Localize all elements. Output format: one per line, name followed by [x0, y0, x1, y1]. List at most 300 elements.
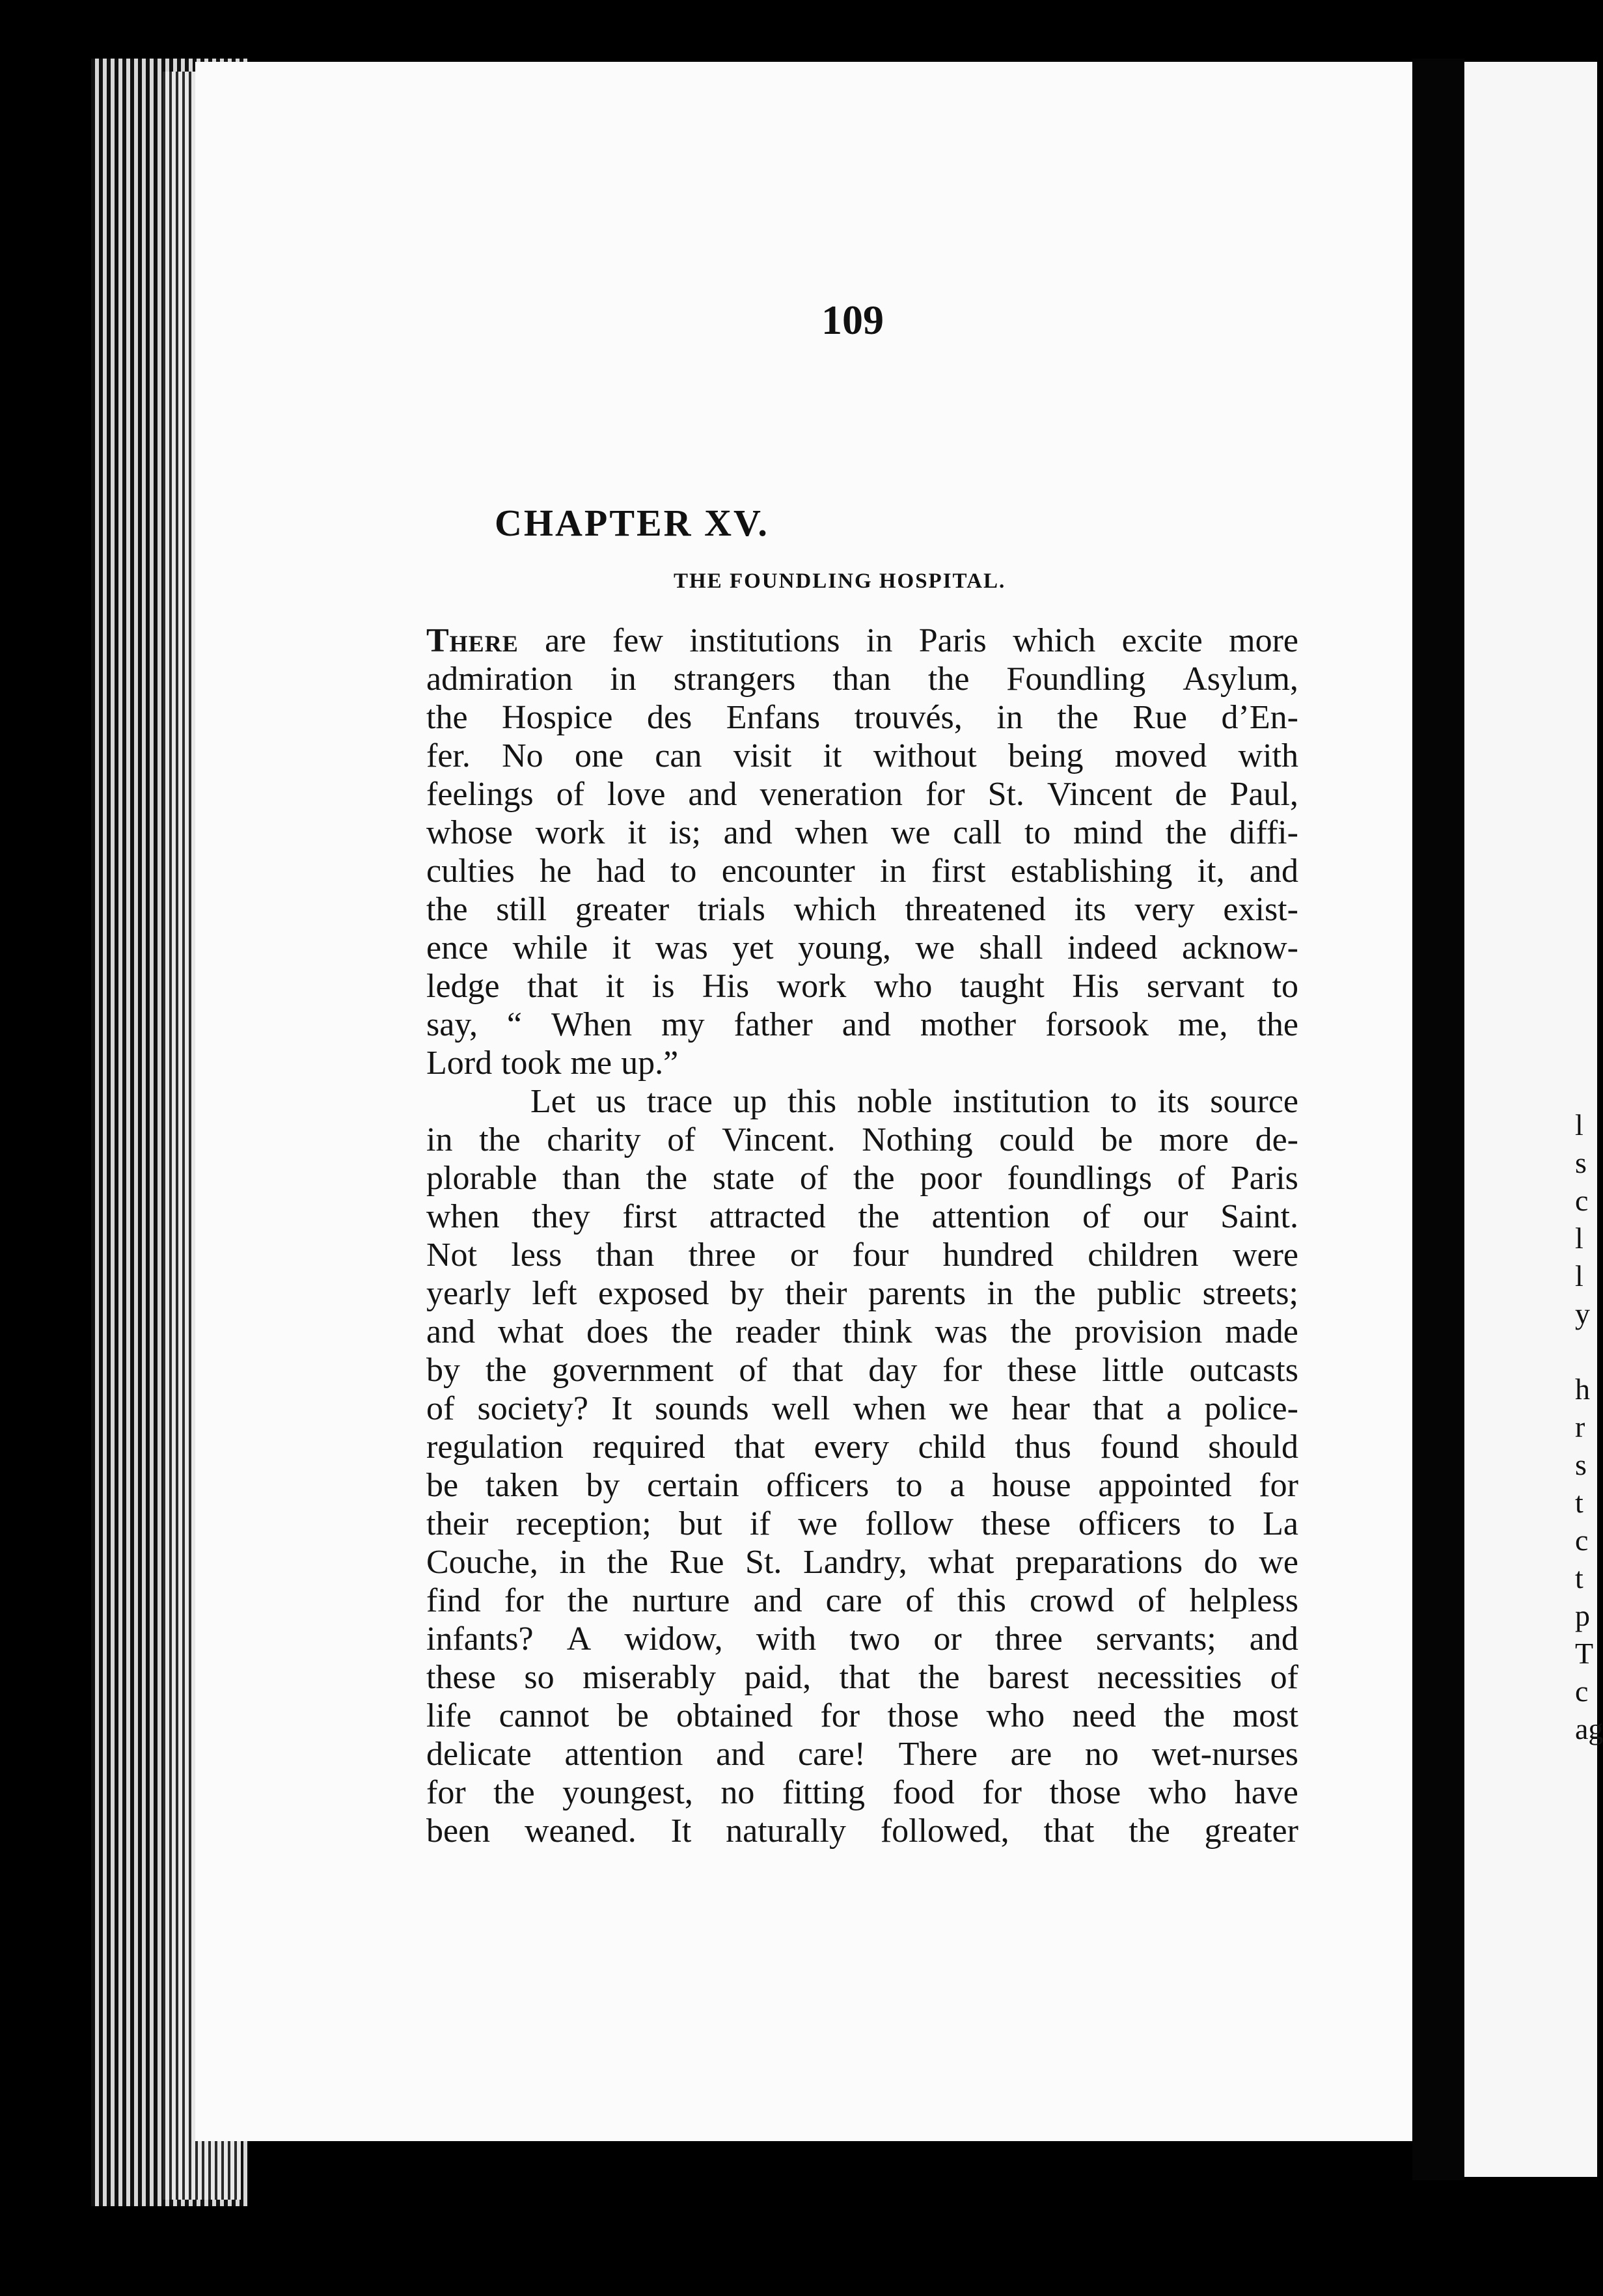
word: for: [426, 1774, 466, 1811]
word: call: [953, 814, 1002, 851]
word: culties: [426, 853, 515, 890]
text-line: [426, 1466, 1298, 1505]
text-line: [426, 1735, 1298, 1773]
word: well: [771, 1390, 830, 1427]
word: the: [918, 1659, 960, 1696]
word: Vincent: [1047, 776, 1153, 813]
word: been: [426, 1812, 491, 1850]
word: care!: [798, 1736, 866, 1773]
word: us: [596, 1083, 627, 1120]
word: to: [670, 853, 697, 890]
text-line: [426, 775, 1298, 813]
word: are: [545, 622, 586, 659]
text-line: [426, 1543, 1298, 1581]
word: and: [1249, 853, 1298, 890]
word: appointed: [1098, 1467, 1232, 1504]
word: His: [1072, 968, 1119, 1005]
text-line: [426, 1658, 1298, 1697]
word: and: [426, 1313, 476, 1350]
word: yet: [732, 929, 774, 966]
word: wet-nurses: [1151, 1736, 1298, 1773]
word: society?: [477, 1390, 588, 1427]
word: had: [596, 853, 646, 890]
word: hundred: [942, 1237, 1054, 1274]
text-line: [426, 737, 1298, 775]
text-line: [426, 698, 1298, 737]
word: Lord: [426, 1045, 493, 1082]
text-line: [426, 852, 1298, 890]
word: for: [982, 1774, 1022, 1811]
text-line: [426, 813, 1298, 852]
word: yearly: [426, 1275, 511, 1312]
word: of: [905, 1582, 934, 1619]
word: the: [426, 699, 468, 736]
word: followed,: [880, 1812, 1009, 1850]
word: Asylum,: [1183, 661, 1298, 698]
word: the: [1165, 814, 1207, 851]
word: of: [1082, 1198, 1111, 1235]
word: the: [493, 1774, 535, 1811]
word: Saint.: [1220, 1198, 1298, 1235]
word: can: [655, 737, 702, 774]
word: a: [950, 1467, 965, 1504]
word: what: [928, 1544, 994, 1581]
word: was: [935, 1313, 988, 1350]
word: that: [734, 1428, 786, 1466]
word: by: [730, 1275, 764, 1312]
word: infants?: [426, 1620, 534, 1658]
word: is: [651, 968, 675, 1005]
word: crowd: [1029, 1582, 1114, 1619]
word: the: [426, 891, 468, 928]
word: me: [570, 1045, 612, 1082]
word: of: [739, 1352, 767, 1389]
text-line: [426, 660, 1298, 698]
word: police-: [1204, 1390, 1298, 1427]
word: is;: [668, 814, 701, 851]
text-line: [426, 1581, 1298, 1620]
word: four: [852, 1237, 909, 1274]
word: it: [823, 737, 842, 774]
word: when: [795, 814, 869, 851]
word: miserably: [582, 1659, 717, 1696]
drop-word: There: [426, 622, 519, 659]
word: regulation: [426, 1428, 564, 1466]
word: provision: [1074, 1313, 1203, 1350]
facing-page-letters: l s c l l y h r s t c t p T c ag: [1575, 1108, 1603, 1745]
word: St.: [987, 776, 1024, 813]
word: whose: [426, 814, 513, 851]
word: ence: [426, 929, 489, 966]
word: need: [1072, 1697, 1136, 1734]
word: thus: [1015, 1428, 1071, 1466]
word: made: [1225, 1313, 1298, 1350]
word: encounter: [721, 853, 855, 890]
word: work: [535, 814, 605, 851]
word: less: [511, 1237, 562, 1274]
word: they: [532, 1198, 590, 1235]
word: we: [890, 814, 931, 851]
word: we: [798, 1505, 838, 1542]
word: reader: [735, 1313, 820, 1350]
word: we: [1259, 1544, 1298, 1581]
word: every: [814, 1428, 890, 1466]
word: than: [832, 661, 891, 698]
word: love: [607, 776, 666, 813]
word: which: [793, 891, 877, 928]
word: Paris: [918, 622, 987, 659]
word: de: [1175, 776, 1207, 813]
word: and: [1249, 1620, 1298, 1658]
text-line: [426, 1005, 1298, 1044]
word: the: [927, 661, 970, 698]
word: their: [426, 1505, 489, 1542]
word: it: [605, 968, 625, 1005]
word: poor: [920, 1160, 982, 1197]
word: still: [496, 891, 547, 928]
text-line: [426, 890, 1298, 929]
word: child: [918, 1428, 986, 1466]
word: noble: [856, 1083, 933, 1120]
page-number: 109: [821, 297, 884, 343]
word: Landry,: [803, 1544, 907, 1581]
word: could: [999, 1121, 1075, 1158]
word: It: [611, 1390, 632, 1427]
word: should: [1208, 1428, 1298, 1466]
word: servant: [1146, 968, 1245, 1005]
word: nurture: [632, 1582, 730, 1619]
word: up.”: [621, 1045, 679, 1082]
word: hear: [1011, 1390, 1070, 1427]
word: young,: [797, 929, 891, 966]
word: trace: [646, 1083, 713, 1120]
word: barest: [988, 1659, 1069, 1696]
word: of: [799, 1160, 829, 1197]
word: public: [1097, 1275, 1182, 1312]
word: have: [1234, 1774, 1298, 1811]
word: His: [702, 968, 750, 1005]
word: the: [485, 1352, 527, 1389]
word: our: [1143, 1198, 1188, 1235]
text-line: [426, 1620, 1298, 1658]
word: required: [592, 1428, 706, 1466]
word: two: [849, 1620, 901, 1658]
word: he: [540, 853, 572, 890]
word: attention: [564, 1736, 683, 1773]
word: Rue: [1132, 699, 1188, 736]
word: most: [1232, 1697, 1298, 1734]
word: the: [646, 1160, 688, 1197]
text-line: [426, 1389, 1298, 1428]
word: the: [567, 1582, 609, 1619]
word: and: [842, 1006, 891, 1043]
word: certain: [647, 1467, 739, 1504]
word: threatened: [905, 891, 1046, 928]
word: of: [667, 1121, 696, 1158]
word: diffi-: [1229, 814, 1298, 851]
word: one: [574, 737, 624, 774]
word: attention: [931, 1198, 1050, 1235]
word: in: [866, 622, 893, 659]
word: trouvés,: [854, 699, 963, 736]
word: shall: [979, 929, 1043, 966]
word: by: [586, 1467, 620, 1504]
word: forsook: [1045, 1006, 1149, 1043]
word: trials: [697, 891, 765, 928]
word: which: [1013, 622, 1096, 659]
word: these: [426, 1659, 496, 1696]
word: or: [933, 1620, 962, 1658]
word: so: [524, 1659, 555, 1696]
word: of: [556, 776, 584, 813]
text-line: [426, 1236, 1298, 1274]
word: found: [1100, 1428, 1179, 1466]
word: no: [1084, 1736, 1119, 1773]
word: the: [1129, 1812, 1170, 1850]
word: to: [896, 1467, 923, 1504]
word: very: [1134, 891, 1195, 928]
word: for: [820, 1697, 860, 1734]
word: the: [1034, 1275, 1076, 1312]
word: A: [566, 1620, 592, 1658]
word: my: [661, 1006, 705, 1043]
body-text: [426, 622, 1298, 1850]
word: parents: [868, 1275, 966, 1312]
word: Vincent.: [722, 1121, 836, 1158]
text-line: [426, 967, 1298, 1005]
word: their: [785, 1275, 847, 1312]
word: obtained: [676, 1697, 793, 1734]
word: d’En-: [1221, 699, 1298, 736]
word: visit: [733, 737, 792, 774]
word: veneration: [760, 776, 903, 813]
word: government: [552, 1352, 714, 1389]
word: while: [512, 929, 588, 966]
word: of: [426, 1390, 455, 1427]
word: and: [716, 1736, 765, 1773]
word: work: [776, 968, 847, 1005]
word: in: [996, 699, 1023, 736]
word: and: [688, 776, 737, 813]
word: were: [1232, 1237, 1298, 1274]
word: exposed: [598, 1275, 709, 1312]
word: and: [723, 814, 773, 851]
word: of: [1270, 1659, 1298, 1696]
word: when: [853, 1390, 927, 1427]
word: establishing: [1010, 853, 1173, 890]
word: Foundling: [1006, 661, 1146, 698]
word: the: [858, 1198, 899, 1235]
word: was: [655, 929, 708, 966]
word: taken: [485, 1467, 559, 1504]
word: youngest,: [562, 1774, 693, 1811]
word: Hospice: [502, 699, 613, 736]
word: to: [1272, 968, 1298, 1005]
word: the: [1163, 1697, 1205, 1734]
word: fitting: [782, 1774, 865, 1811]
word: being: [1007, 737, 1084, 774]
word: its: [1074, 891, 1106, 928]
word: to: [1024, 814, 1051, 851]
word: little: [1102, 1352, 1164, 1389]
word: do: [1203, 1544, 1238, 1581]
word: naturally: [726, 1812, 846, 1850]
text-line: [426, 1428, 1298, 1466]
word: its: [1157, 1083, 1190, 1120]
word: this: [957, 1582, 1006, 1619]
word: day: [868, 1352, 918, 1389]
word: than: [596, 1237, 655, 1274]
text-line: [426, 1082, 1298, 1121]
word: helpless: [1189, 1582, 1298, 1619]
word: delicate: [426, 1736, 532, 1773]
word: exist-: [1223, 891, 1298, 928]
word: paid,: [744, 1659, 812, 1696]
text-line: [426, 1313, 1298, 1351]
word: those: [1049, 1774, 1121, 1811]
word: of: [1177, 1160, 1206, 1197]
word: more: [1229, 622, 1298, 659]
word: in: [987, 1275, 1013, 1312]
text-line: [426, 1351, 1298, 1389]
word: taught: [959, 968, 1045, 1005]
word: this: [788, 1083, 837, 1120]
word: sounds: [655, 1390, 749, 1427]
word: for: [1259, 1467, 1298, 1504]
word: left: [532, 1275, 577, 1312]
word: or: [789, 1237, 819, 1274]
word: Enfans: [726, 699, 821, 736]
text-line: [426, 1773, 1298, 1812]
word: reception;: [515, 1505, 651, 1542]
word: indeed: [1067, 929, 1158, 966]
word: who: [1148, 1774, 1207, 1811]
word: for: [504, 1582, 544, 1619]
word: Nothing: [862, 1121, 973, 1158]
word: be: [426, 1467, 459, 1504]
word: charity: [547, 1121, 641, 1158]
chapter-title: CHAPTER XV.: [495, 502, 769, 544]
word: few: [612, 622, 663, 659]
word: the: [853, 1160, 895, 1197]
word: these: [981, 1505, 1051, 1542]
word: for: [925, 776, 965, 813]
word: think: [842, 1313, 912, 1350]
word: these: [1007, 1352, 1077, 1389]
text-line: [426, 1274, 1298, 1313]
word: institutions: [689, 622, 840, 659]
word: with: [1238, 737, 1298, 774]
word: greater: [575, 891, 670, 928]
word: weaned.: [524, 1812, 637, 1850]
word: care: [825, 1582, 883, 1619]
word: streets;: [1202, 1275, 1298, 1312]
word: to: [1110, 1083, 1137, 1120]
word: we: [915, 929, 955, 966]
word: de-: [1255, 1121, 1298, 1158]
word: officers: [1078, 1505, 1181, 1542]
word: Not: [426, 1237, 477, 1274]
word: say,: [426, 1006, 478, 1043]
text-line: [426, 1121, 1298, 1159]
word: attracted: [709, 1198, 826, 1235]
word: that: [1093, 1390, 1144, 1427]
word: be: [616, 1697, 649, 1734]
word: be: [1101, 1121, 1133, 1158]
word: first: [931, 853, 986, 890]
word: moved: [1114, 737, 1207, 774]
word: When: [551, 1006, 633, 1043]
word: in: [880, 853, 907, 890]
word: Couche,: [426, 1544, 538, 1581]
word: father: [733, 1006, 813, 1043]
word: the: [607, 1544, 649, 1581]
word: mother: [920, 1006, 1017, 1043]
word: and: [753, 1582, 802, 1619]
word: that: [839, 1659, 890, 1696]
word: who: [873, 968, 933, 1005]
word: cannot: [499, 1697, 590, 1734]
word: widow,: [624, 1620, 723, 1658]
text-line: [426, 1505, 1298, 1543]
chapter-subtitle: THE FOUNDLING HOSPITAL.: [674, 569, 1006, 593]
word: that: [527, 968, 579, 1005]
word: house: [992, 1467, 1071, 1504]
word: what: [498, 1313, 564, 1350]
word: servants;: [1095, 1620, 1216, 1658]
word: Paris: [1230, 1160, 1298, 1197]
word: by: [426, 1352, 460, 1389]
word: but: [679, 1505, 722, 1542]
word: outcasts: [1189, 1352, 1298, 1389]
word: first: [622, 1198, 678, 1235]
word: in: [559, 1544, 586, 1581]
word: in: [610, 661, 637, 698]
word: fer.: [426, 737, 471, 774]
word: for: [942, 1352, 982, 1389]
text-line: [426, 1697, 1298, 1735]
word: the: [1010, 1313, 1052, 1350]
word: without: [873, 737, 977, 774]
word: when: [426, 1198, 500, 1235]
word: a: [1166, 1390, 1182, 1427]
word: the: [1257, 1006, 1298, 1043]
word: des: [646, 699, 692, 736]
word: strangers: [673, 661, 796, 698]
word: three: [994, 1620, 1063, 1658]
word: ledge: [426, 968, 500, 1005]
word: plorable: [426, 1160, 538, 1197]
word: those: [887, 1697, 959, 1734]
word: me,: [1177, 1006, 1228, 1043]
word: three: [688, 1237, 756, 1274]
word: food: [892, 1774, 955, 1811]
word: in: [426, 1121, 453, 1158]
text-line: [426, 1044, 1298, 1082]
word: to: [1209, 1505, 1235, 1542]
word: There: [898, 1736, 978, 1773]
word: no: [720, 1774, 755, 1811]
text-line: [426, 1159, 1298, 1197]
word: acknow-: [1181, 929, 1298, 966]
text-line: [426, 1812, 1298, 1850]
word: It: [670, 1812, 692, 1850]
word: does: [586, 1313, 649, 1350]
word: are: [1010, 1736, 1052, 1773]
word: who: [986, 1697, 1045, 1734]
word: the: [671, 1313, 713, 1350]
word: that: [1043, 1812, 1095, 1850]
